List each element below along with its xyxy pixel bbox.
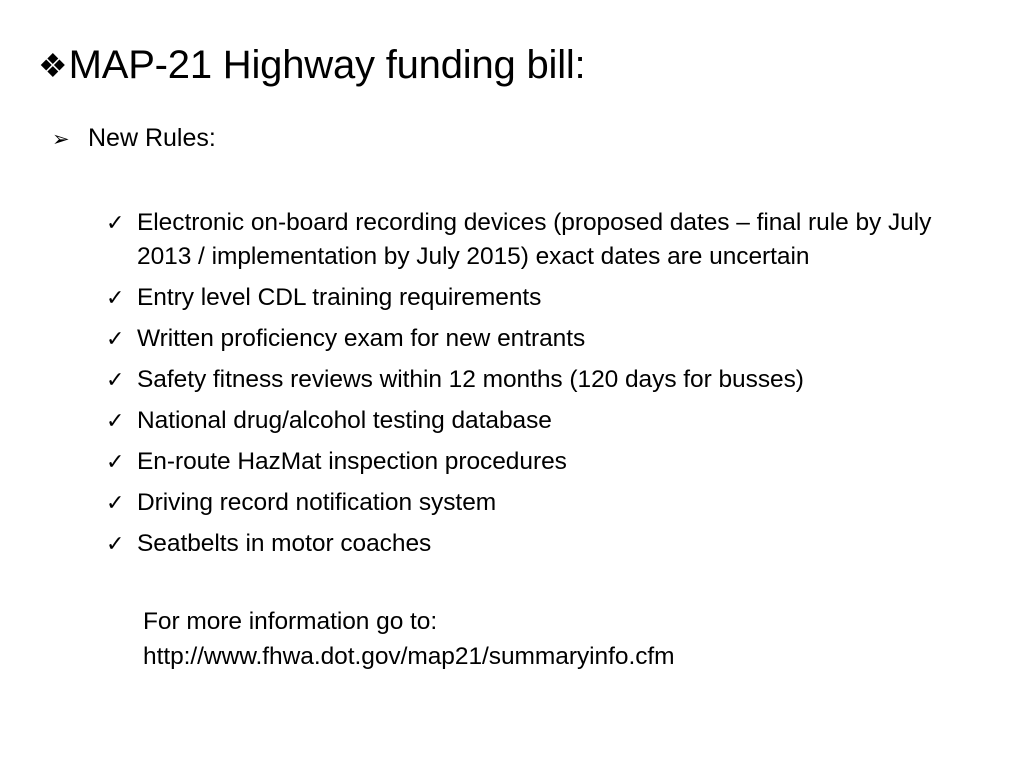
- list-item-text: Seatbelts in motor coaches: [137, 530, 432, 557]
- list-item: [106, 322, 956, 356]
- slide-title: [38, 44, 585, 86]
- level1-label: New Rules:: [88, 124, 216, 152]
- page-title: MAP-21 Highway funding bill:: [68, 43, 586, 87]
- footer-block: [143, 604, 675, 674]
- list-item: [106, 206, 956, 274]
- footer-info-label: For more information go to:: [143, 608, 438, 635]
- checkmark-bullet-icon: ✓: [106, 531, 125, 556]
- list-item-text: En-route HazMat inspection procedures: [137, 448, 567, 475]
- list-item-text: Entry level CDL training requirements: [137, 284, 542, 311]
- checkmark-bullet-icon: ✓: [106, 210, 125, 235]
- checklist: [106, 206, 956, 568]
- arrowhead-bullet-icon: ➢: [52, 128, 70, 151]
- checkmark-bullet-icon: ✓: [106, 367, 125, 392]
- checkmark-bullet-icon: ✓: [106, 408, 125, 433]
- list-item-text: Driving record notification system: [137, 489, 497, 516]
- checkmark-bullet-icon: ✓: [106, 326, 125, 351]
- list-item: [106, 486, 956, 520]
- checkmark-bullet-icon: ✓: [106, 490, 125, 515]
- level1-bullet-row: [52, 125, 216, 153]
- footer-url[interactable]: http://www.fhwa.dot.gov/map21/summaryinfo.cfm: [143, 643, 675, 670]
- checkmark-bullet-icon: ✓: [106, 285, 125, 310]
- list-item: [106, 445, 956, 479]
- list-item-text: Electronic on-board recording devices (proposed dates – final rule by July 2013 / implementation by July 2015) exact dates are uncertain: [137, 209, 932, 270]
- list-item: [106, 527, 956, 561]
- list-item: [106, 363, 956, 397]
- list-item-text: Safety fitness reviews within 12 months (120 days for busses): [137, 366, 804, 393]
- list-item-text: National drug/alcohol testing database: [137, 407, 552, 434]
- diamond-star-bullet-icon: ❖: [38, 47, 68, 84]
- checkmark-bullet-icon: ✓: [106, 449, 125, 474]
- list-item-text: Written proficiency exam for new entrants: [137, 325, 586, 352]
- list-item: [106, 404, 956, 438]
- list-item: [106, 281, 956, 315]
